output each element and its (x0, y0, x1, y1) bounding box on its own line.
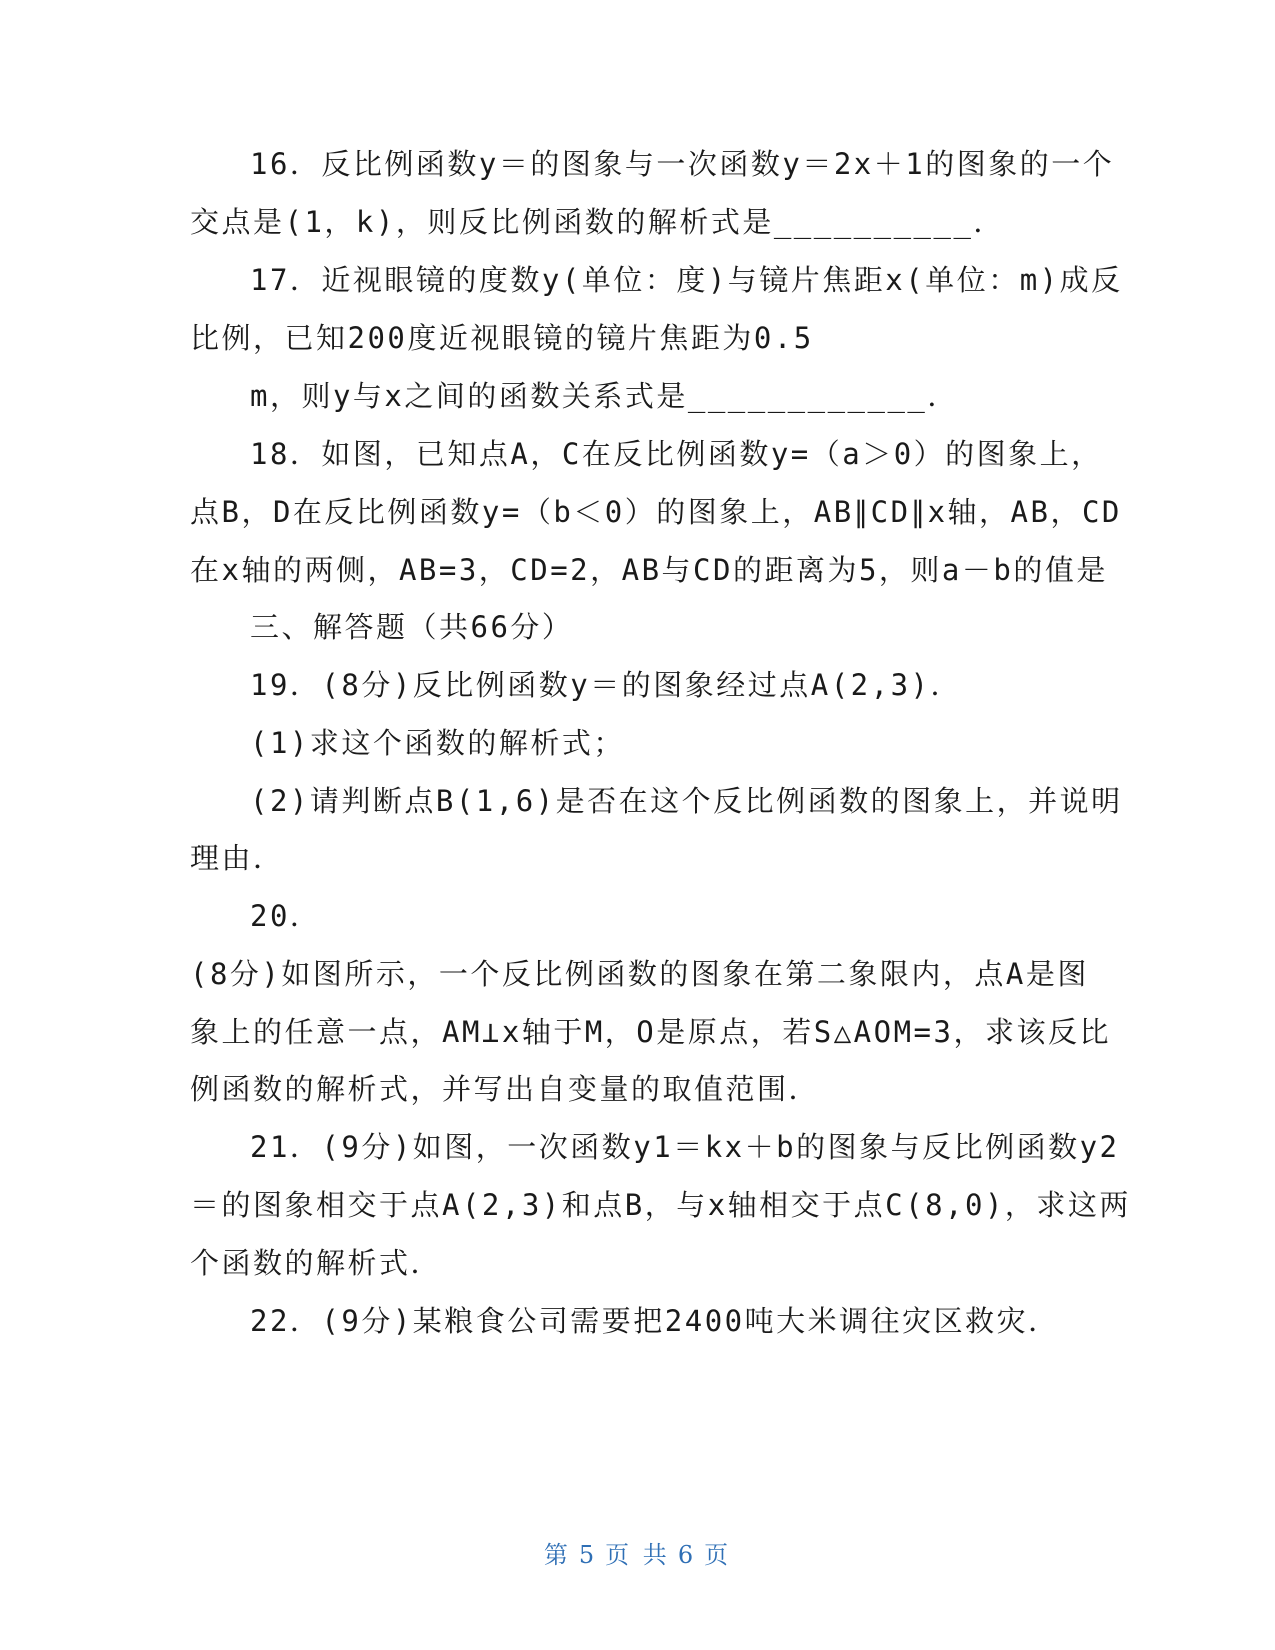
question-17-line-2: 比例，已知200度近视眼镜的镜片焦距为0.5 (190, 321, 814, 355)
question-20-line-2: 象上的任意一点，AM⊥x轴于M，O是原点，若S△AOM=3，求该反比 (190, 1015, 1111, 1049)
footer-middle: 页 共 (605, 1541, 670, 1569)
page-footer (0, 1535, 1275, 1570)
footer-suffix: 页 (704, 1541, 732, 1569)
question-21-line-3: 个函数的解析式． (190, 1246, 443, 1280)
footer-prefix: 第 (543, 1541, 571, 1569)
question-20-line-3: 例函数的解析式，并写出自变量的取值范围． (190, 1072, 821, 1106)
question-20-line-1: (8分)如图所示，一个反比例函数的图象在第二象限内，点A是图 (190, 957, 1089, 991)
question-22-line-1: 22．(9分)某粮食公司需要把2400吨大米调往灾区救灾． (250, 1304, 1060, 1338)
question-21-line-2: ＝的图象相交于点A(2,3)和点B，与x轴相交于点C(8,0)，求这两 (190, 1188, 1131, 1222)
question-19-part-2: (2)请判断点B(1,6)是否在这个反比例函数的图象上，并说明 (250, 784, 1123, 818)
question-19-line-1: 19．(8分)反比例函数y＝的图象经过点A(2,3)． (250, 668, 963, 702)
question-18-line-2: 点B，D在反比例函数y=（b＜0）的图象上，AB∥CD∥x轴，AB，CD (190, 495, 1122, 529)
section-heading: 三、解答题（共66分） (250, 610, 574, 644)
question-16-line-2: 交点是(1，k)，则反比例函数的解析式是__________． (190, 205, 1005, 239)
question-16-line-1: 16．反比例函数y＝的图象与一次函数y＝2x＋1的图象的一个 (250, 147, 1115, 181)
question-20-number: 20． (250, 899, 322, 933)
footer-page-number: 5 (578, 1541, 598, 1569)
question-17-line-3: m，则y与x之间的函数关系式是____________． (250, 379, 959, 413)
question-18-line-1: 18．如图，已知点A，C在反比例函数y=（a＞0）的图象上， (250, 437, 1103, 471)
question-18-line-3: 在x轴的两侧，AB=3，CD=2，AB与CD的距离为5，则a－b的值是 (190, 553, 1108, 587)
question-21-line-1: 21．(9分)如图，一次函数y1＝kx＋b的图象与反比例函数y2 (250, 1130, 1120, 1164)
question-17-line-1: 17．近视眼镜的度数y(单位：度)与镜片焦距x(单位：m)成反 (250, 263, 1123, 297)
footer-total-pages: 6 (677, 1541, 697, 1569)
question-19-part-1: (1)求这个函数的解析式； (250, 726, 625, 760)
question-19-part-2-cont: 理由． (190, 841, 285, 875)
